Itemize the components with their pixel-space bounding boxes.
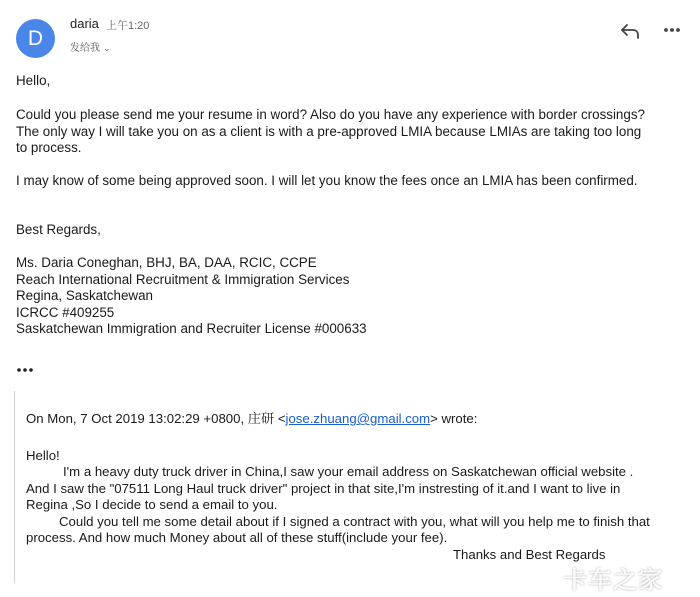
message-header	[0, 0, 700, 64]
quote-border	[14, 391, 15, 583]
signature-line: Reach International Recruitment & Immigration Services	[16, 272, 350, 287]
quote-line: I'm a heavy duty truck driver in China,I saw your email address on Saskatchewan official website .	[63, 464, 634, 479]
recipient-label: 发给我	[70, 43, 100, 54]
attribution-prefix: On Mon, 7 Oct 2019 13:02:29 +0800, 庄研 <	[26, 411, 286, 426]
quote-signoff: Thanks and Best Regards	[453, 547, 606, 562]
signature-line: Ms. Daria Coneghan, BHJ, BA, DAA, RCIC, CCPE	[16, 255, 317, 270]
attribution-suffix: > wrote:	[430, 411, 478, 426]
reply-icon[interactable]	[619, 20, 641, 42]
watermark: 卡车之家	[563, 567, 663, 594]
body-paragraph-line: The only way I will take you on as a client is with a pre-approved LMIA because LMIAs are taking too long	[16, 124, 642, 139]
greeting: Hello,	[16, 73, 51, 88]
avatar[interactable]: D	[16, 19, 55, 58]
quote-greeting: Hello!	[26, 448, 60, 463]
more-icon[interactable]	[660, 18, 684, 42]
ellipsis-icon[interactable]	[16, 364, 36, 376]
body-paragraph-line: to process.	[16, 140, 82, 155]
quote-attribution	[26, 411, 477, 428]
recipient-toggle[interactable]	[70, 39, 111, 54]
signature-line: Regina, Saskatchewan	[16, 288, 153, 303]
sender-name[interactable]: daria	[70, 16, 99, 31]
chevron-down-icon: ⌄	[103, 43, 111, 53]
signature-line: Saskatchewan Immigration and Recruiter License #000633	[16, 321, 367, 336]
closing: Best Regards,	[16, 222, 101, 237]
quote-line: process. And how much Money about all of these stuff(include your fee).	[26, 530, 448, 545]
quote-line: Could you tell me some detail about if I signed a contract with you, what will you help me to finish that	[59, 514, 650, 529]
body-paragraph-line: Could you please send me your resume in word? Also do you have any experience with border crossings?	[16, 107, 645, 122]
signature-line: ICRCC #409255	[16, 305, 115, 320]
quote-line: And I saw the "07511 Long Haul truck driver" project in that site,I'm instresting of it.and I want to live in	[26, 481, 621, 496]
email-link[interactable]: jose.zhuang@gmail.com	[285, 411, 431, 426]
body-paragraph: I may know of some being approved soon. I will let you know the fees once an LMIA has been confirmed.	[16, 173, 638, 188]
message-time: 上午1:20	[106, 20, 150, 32]
quote-line: Regina ,So I decide to send a email to you.	[26, 497, 278, 512]
